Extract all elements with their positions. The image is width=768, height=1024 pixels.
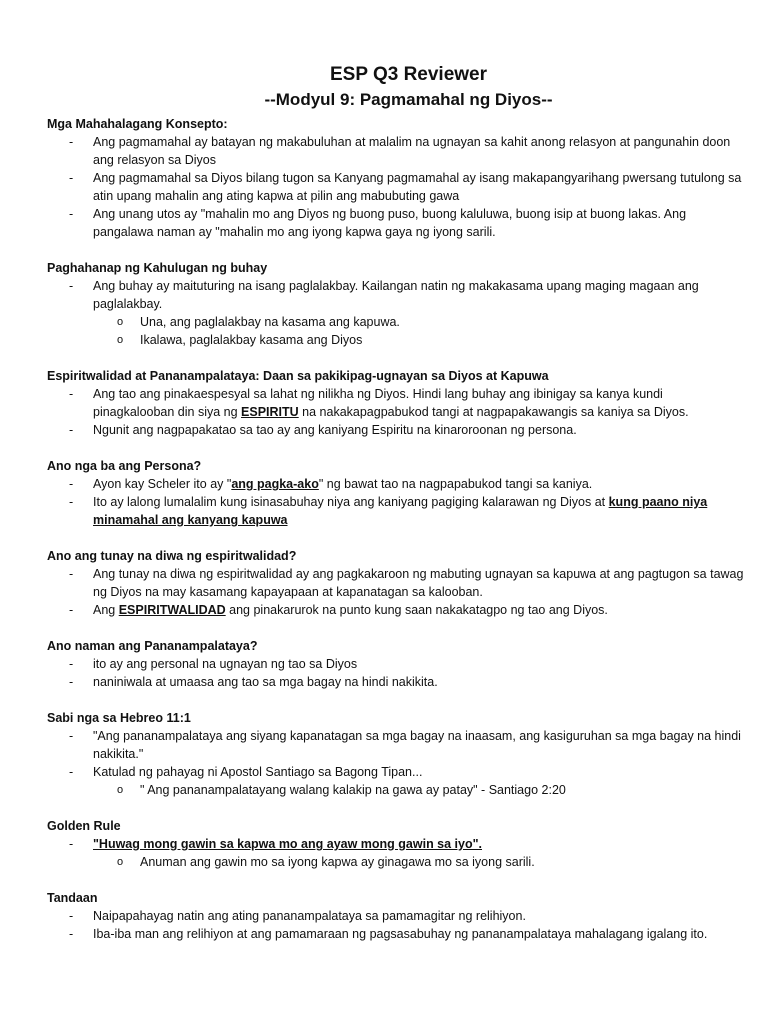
document-title: ESP Q3 Reviewer [329, 64, 488, 85]
list-item: - Ngunit ang nagpapakatao sa tao ay ang kaniyang Espiritu na kinaroroonan ng persona. [47, 421, 744, 439]
emphasis-text: "Huwag mong gawin sa kapwa mo ang ayaw mong gawin sa iyo". [93, 837, 483, 851]
section-heading: Paghahanap ng Kahulugan ng buhay [47, 261, 268, 275]
section-golden-rule [47, 817, 744, 871]
bullet-list [47, 835, 744, 853]
section-paghahanap-ng-kahulugan [47, 259, 744, 349]
emphasis-text: kung paano niya minamahal ang kanyang kapuwa [93, 495, 708, 527]
section-heading: Sabi nga sa Hebreo 11:1 [47, 711, 191, 725]
list-item [47, 835, 744, 853]
emphasis-text: ESPIRITU [241, 405, 299, 419]
bullet-list [47, 475, 744, 529]
sub-bullet-list [47, 781, 744, 799]
sub-bullet-list [47, 313, 744, 349]
item-text: na nakakapagpabukod tangi at nagpapakawangis sa kaniya sa Diyos. [298, 405, 689, 419]
item-text: " ng bawat tao na nagpapabukod tangi sa kaniya. [318, 477, 593, 491]
list-item: - Katulad ng pahayag ni Apostol Santiago sa Bagong Tipan... [47, 763, 744, 781]
section-heading: Ano ang tunay na diwa ng espiritwalidad? [47, 549, 297, 563]
section-ano-naman-ang-pananampalataya [47, 637, 744, 691]
section-tunay-na-diwa [47, 547, 744, 619]
list-item: - naniniwala at umaasa ang tao sa mga bagay na hindi nakikita. [47, 673, 744, 691]
bullet-list [47, 277, 744, 313]
section-heading: Tandaan [47, 891, 98, 905]
list-item: - Ang pagmamahal sa Diyos bilang tugon sa Kanyang pagmamahal ay isang makapangyarihang pwersang tutulong sa atin upang mahalin ang ating kapwa at pilin ang mabubuting gawa [47, 169, 744, 205]
section-heading: Espiritwalidad at Pananampalataya: Daan sa pakikipag-ugnayan sa Diyos at Kapuwa [47, 369, 549, 383]
section-heading: Golden Rule [47, 819, 121, 833]
bullet-list [47, 565, 744, 619]
list-item: - Ang tunay na diwa ng espiritwalidad ay ang pagkakaroon ng mabuting ugnayan sa kapuwa at ang pagtugon sa tawag ng Diyos na may kasamang kapayapaan at kapanatagan sa kalooban. [47, 565, 744, 601]
bullet-list [47, 727, 744, 781]
list-item [47, 493, 744, 529]
section-espiritwalidad-at-pananampalataya [47, 367, 744, 439]
list-item [47, 385, 744, 421]
list-item: - Ang buhay ay maituturing na isang paglalakbay. Kailangan natin ng makakasama upang maging magaan ang paglalakbay. [47, 277, 744, 313]
list-item [47, 475, 744, 493]
bullet-list [47, 385, 744, 439]
item-text: Ito ay lalong lumalalim kung isinasabuhay niya ang kaniyang pagiging kalarawan ng Diyos at [93, 495, 609, 509]
list-item: - Ang pagmamahal ay batayan ng makabuluhan at malalim na ugnayan sa kahit anong relasyon at pangunahin doon ang relasyon sa Diyos [47, 133, 744, 169]
list-item: - ito ay ang personal na ugnayan ng tao sa Diyos [47, 655, 744, 673]
section-mga-mahahalagang-konsepto [47, 115, 744, 241]
list-item [47, 601, 744, 619]
section-hebreo-11-1 [47, 709, 744, 799]
list-item: - Naipapahayag natin ang ating pananampalataya sa pamamagitar ng relihiyon. [47, 907, 744, 925]
sub-list-item: o Una, ang paglalakbay na kasama ang kapuwa. [47, 313, 744, 331]
sub-list-item: o " Ang pananampalatayang walang kalakip na gawa ay patay" - Santiago 2:20 [47, 781, 744, 799]
bullet-list [47, 133, 744, 241]
emphasis-text: ESPIRITWALIDAD [118, 603, 226, 617]
section-heading: Ano naman ang Pananampalataya? [47, 639, 258, 653]
sub-list-item: o Anuman ang gawin mo sa iyong kapwa ay ginagawa mo sa iyong sarili. [47, 853, 744, 871]
list-item: - "Ang pananampalataya ang siyang kapanatagan sa mga bagay na inaasam, ang kasiguruhan sa mga bagay na hindi nakikita." [47, 727, 744, 763]
bullet-list [47, 655, 744, 691]
sub-list-item: o Ikalawa, paglalakbay kasama ang Diyos [47, 331, 744, 349]
list-item: - Ang unang utos ay "mahalin mo ang Diyos ng buong puso, buong kaluluwa, buong isip at buong lakas. Ang pangalawa naman ay "mahalin mo ang iyong kapwa gaya ng iyong sarili. [47, 205, 744, 241]
item-text: Ayon kay Scheler ito ay " [93, 477, 232, 491]
section-ano-nga-ba-ang-persona [47, 457, 744, 529]
item-text: Ang tao ang pinakaespesyal sa lahat ng nilikha ng Diyos. Hindi lang buhay ang ibinigay sa kanya kundi pinagkalooban din siya ng [93, 387, 663, 419]
list-item: - Iba-iba man ang relihiyon at ang pamamaraan ng pagsasabuhay ng pananampalataya mahalagang igalang ito. [47, 925, 744, 943]
section-heading: Mga Mahahalagang Konsepto: [47, 117, 228, 131]
bullet-list [47, 907, 744, 943]
emphasis-text: ang pagka-ako [231, 477, 319, 491]
section-tandaan [47, 889, 744, 943]
document-subtitle: --Modyul 9: Pagmamahal ng Diyos-- [264, 90, 553, 109]
item-text: ang pinakarurok na punto kung saan nakakatagpo ng tao ang Diyos. [225, 603, 608, 617]
sub-bullet-list [47, 853, 744, 871]
section-heading: Ano nga ba ang Persona? [47, 459, 202, 473]
item-text: Ang [93, 603, 119, 617]
